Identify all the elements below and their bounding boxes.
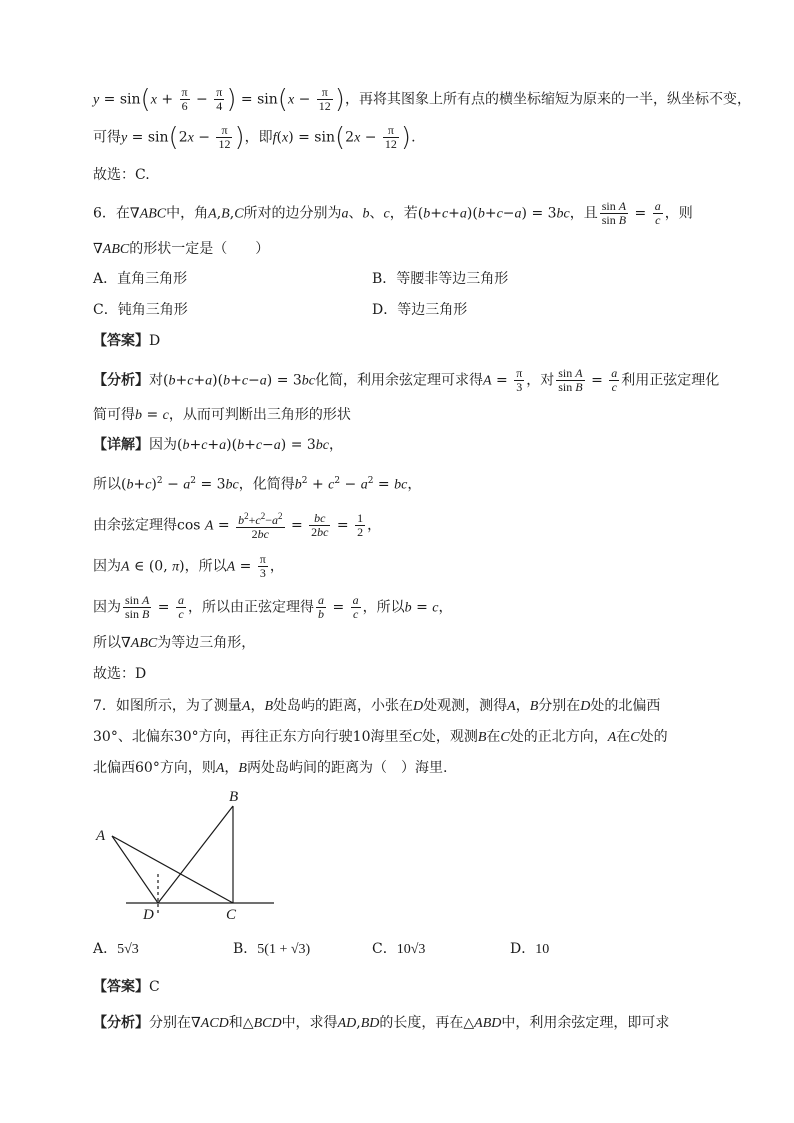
q7-answer: 【答案】C <box>93 979 160 995</box>
q6-option-c: C．钝角三角形 <box>93 302 188 318</box>
segment-AD <box>112 836 158 903</box>
q7-stem-line-2: 30°、北偏东30°方向，再往正东方向行驶10海里至C处，观测B在C处的正北方向，A在C处的 <box>93 729 668 745</box>
q6-detail-line-3: 由余弦定理得cos A = $\frac{b^2+c^2-a^2}{2bc}$ = $\frac{bc}{2bc}$ = $\frac{1}{2}$ ， <box>93 511 382 541</box>
q6-option-d: D．等边三角形 <box>372 302 468 318</box>
q7-option-c: C．10√3 <box>372 941 426 957</box>
q6-option-a: A．直角三角形 <box>93 271 188 287</box>
segment-AC <box>112 836 233 903</box>
q7-stem-line-3: 北偏西60°方向，则A，B两处岛屿间的距离为（ ）海里. <box>93 760 448 776</box>
q7-option-d: D．10 <box>510 941 550 957</box>
q6-option-b: B．等腰非等边三角形 <box>372 271 509 287</box>
transform-line-2: 可得y = sin(2x − $\frac{\pi}{12}$ )，即f(x) = sin(2x − $\frac{\pi}{12}$ ). <box>93 122 416 153</box>
q6-detail-line-1: 【详解】因为(b+c+a)(b+c−a) = 3bc， <box>93 437 343 453</box>
transform-text: ，再将其图象上所有点的横坐标缩短为原来的一半，纵坐标不变， <box>344 91 751 108</box>
q7-geometry-figure <box>90 786 290 926</box>
q6-stem-line-1: 6．在∇ABC中，角A,B,C所对的边分别为a、b、c，若(b+c+a)(b+c−a) = 3bc，且 $\frac{\text{sin A}}{\text{sin B}}$ = $\frac{a}{c}$ ，则 <box>93 199 693 227</box>
label-A: A <box>96 828 106 844</box>
q7-option-b: B．5(1 + √3) <box>233 941 311 957</box>
q6-detail-line-6: 所以∇ABC为等边三角形， <box>93 635 256 651</box>
transform-line-1: y = sin(x + $\frac{\pi}{6}$ − $\frac{\pi}{4}$ ) = sin(x − $\frac{\pi}{12}$ )，再将其图象上所有点的横坐标缩短为原来的一半，纵坐标不变， <box>93 84 751 115</box>
label-C: C <box>226 907 237 923</box>
label-D: D <box>143 907 154 923</box>
q6-detail-line-5: 因为 $\frac{\text{sin A}}{\text{sin B}}$ = $\frac{a}{c}$ ，所以由正弦定理得 $\frac{a}{b}$ = $\frac{a}{c}$ ，所以b = c， <box>93 593 453 621</box>
answer-line-q5: 故选：C. <box>93 167 150 183</box>
q6-answer: 【答案】D <box>93 333 161 349</box>
q7-analysis-line-1: 【分析】分别在∇ACD和△BCD中，求得AD,BD的长度，再在△ABD中，利用余弦定理，即可求 <box>93 1015 670 1031</box>
label-B: B <box>229 789 239 805</box>
q6-detail-line-4: 因为A ∈ (0, π)，所以A = $\frac{\pi}{3}$ ， <box>93 552 284 580</box>
q6-answer-line: 故选：D <box>93 666 147 682</box>
q6-analysis-line-2: 简可得b = c，从而可判断出三角形的形状 <box>93 407 351 423</box>
q6-detail-line-2: 所以$(b+c)^2 - a^2 = 3bc$，化简得$b^2 + c^2 - a^2$ = bc， <box>93 476 422 493</box>
segment-DB <box>158 806 233 903</box>
q6-stem-line-2: ∇ABC的形状一定是（ ） <box>93 241 270 257</box>
q7-option-a: A．5√3 <box>93 941 139 957</box>
q6-analysis-line-1: 【分析】对(b+c+a)(b+c−a) = 3bc化简，利用余弦定理可求得A = $\frac{\pi}{3}$ ，对 $\frac{\text{sin A}}{\text{sin B}}$ = $\frac{a}{c}$ 利用正弦定理化 <box>93 366 720 394</box>
q7-stem-line-1: 7．如图所示，为了测量A，B处岛屿的距离，小张在D处观测，测得A，B分别在D处的北偏西 <box>93 698 661 714</box>
